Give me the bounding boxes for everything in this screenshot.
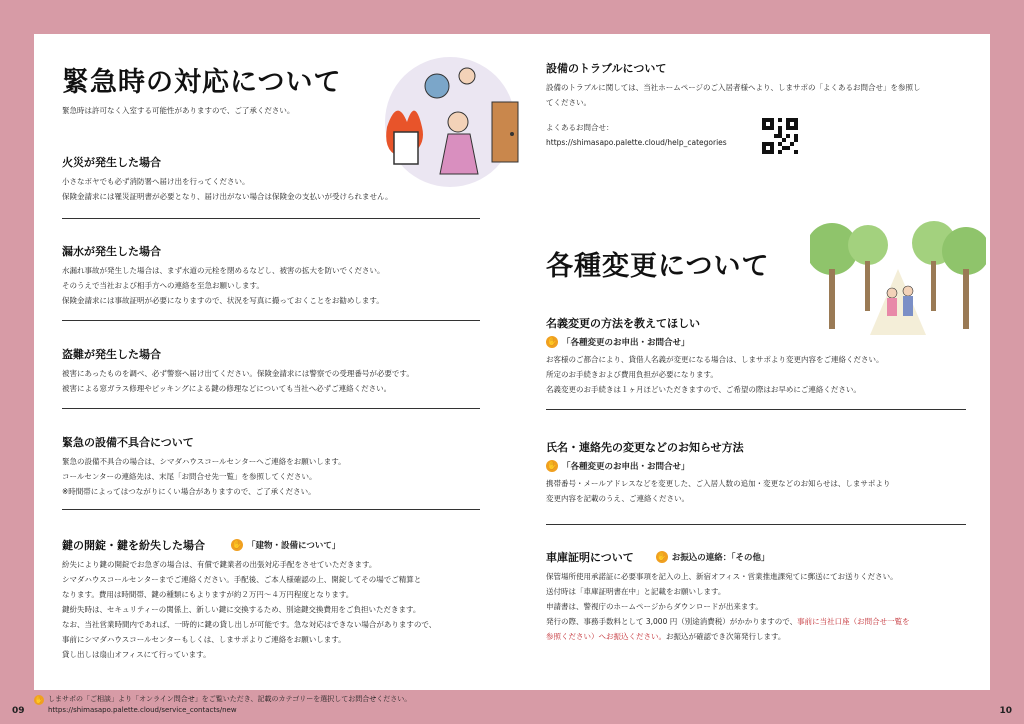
text-line: 鍵紛失時は、セキュリティーの関係上、新しい鍵に交換するため、別途鍵交換費用をご負担いただきます。 (62, 605, 421, 614)
section-text (62, 174, 480, 204)
text-line: コールセンターの連絡先は、末尾「お問合せ先一覧」を参照してください。 (62, 472, 317, 481)
section-title: 鍵の開錠・鍵を紛失した場合 (62, 539, 205, 552)
section-title: 緊急の設備不具合について (62, 436, 194, 449)
document-page (34, 34, 990, 690)
text-line: 携帯番号・メールアドレスなどを変更した、ご入居人数の追加・変更などのお知らせは、しまサポより (546, 479, 891, 488)
text-line: なお、当社営業時間内であれば、一時的に鍵の貸し出しが可能です。急な対応はできない場合がありますので、 (62, 620, 437, 629)
divider (62, 408, 480, 409)
text-line: お客様のご都合により、貸借人名義が変更になる場合は、しまサポより変更内容をご連絡ください。 (546, 355, 884, 364)
section-title: 名義変更の方法を教えてほしい (546, 317, 700, 330)
text-line: 所定のお手続きおよび費用負担が必要になります。 (546, 370, 718, 379)
text-line: 被害による窓ガラス修理やピッキングによる鍵の修理などについても当社へ必ずご連絡ください。 (62, 384, 392, 393)
contact-category (656, 551, 770, 563)
category-label: お振込の連絡：「その他」 (671, 553, 770, 563)
fee-text: 発行の際、事務手数料として 3,000 円（別途消費税）がかかりますので、 (546, 617, 798, 626)
section-text (62, 263, 480, 308)
text-line: 変更内容を記載のうえ、ご連絡ください。 (546, 494, 689, 503)
section-text (546, 569, 966, 644)
text-line: 小さなボヤでも必ず消防署へ届け出を行ってください。 (62, 177, 250, 186)
text-line: 水漏れ事故が発生した場合は、まず水道の元栓を閉めるなどし、被害の拡大を防いでください。 (62, 266, 385, 275)
highlight-text: 参照ください）へお振込ください。 (546, 632, 666, 641)
intro-text: 緊急時は許可なく入室する可能性がありますので、ご了承ください。 (62, 106, 295, 115)
text-line: 緊急の設備不具合の場合は、シマダハウスコールセンターへご連絡をお願いします。 (62, 457, 346, 466)
section-heading: 各種変更について (546, 251, 770, 282)
category-label: 「建物・設備について」 (247, 541, 341, 551)
section-text (62, 366, 480, 396)
page-number-right: 10 (999, 706, 1012, 716)
text-line: 保険金請求には罹災証明書が必要となり、届け出がない場合は保険金の支払いが受けられません。 (62, 192, 393, 201)
faq-link[interactable]: https://shimasapo.palette.cloud/help_categories (546, 138, 727, 147)
page-title: 緊急時の対応について (62, 67, 342, 98)
text-line: 保険金請求には事故証明が必要になりますので、状況を写真に撮っておくことをお勧めします。 (62, 296, 384, 305)
text-line: てください。 (546, 98, 591, 107)
text-line: 貸し出しは扇山オフィスにて行っています。 (62, 650, 211, 659)
divider (62, 320, 480, 321)
footer-text: しまサポの「ご相談」より「オンライン問合せ」をご覧いただき、記載のカテゴリーを選択してお問合せください。 (48, 695, 412, 703)
section-text (62, 557, 480, 662)
category-label: 「各種変更のお申出・お問合せ」 (562, 462, 690, 472)
section-title: 盗難が発生した場合 (62, 348, 161, 361)
section-text (62, 454, 480, 499)
footer-link[interactable]: https://shimasapo.palette.cloud/service_contacts/new (48, 706, 237, 714)
contact-category (546, 336, 966, 348)
section-title: 漏水が発生した場合 (62, 245, 161, 258)
section-title: 氏名・連絡先の変更などのお知らせ方法 (546, 441, 744, 454)
divider (546, 409, 966, 410)
section-title: 車庫証明について (546, 551, 634, 564)
hand-icon: ✋ (547, 461, 557, 470)
category-label: 「各種変更のお申出・お問合せ」 (562, 338, 690, 348)
text-line: 被害にあったものを調べ、必ず警察へ届け出てください。保険金請求には警察での受理番号が必要です。 (62, 369, 414, 378)
text-line: 事前にシマダハウスコールセンターもしくは、しまサポよりご連絡をお願いします。 (62, 635, 346, 644)
issue-text: お振込が確認でき次第発行します。 (666, 632, 786, 641)
divider (62, 218, 480, 219)
footer-note (34, 694, 411, 716)
faq-block (546, 120, 966, 150)
hand-icon: ✋ (656, 552, 667, 561)
section-title: 火災が発生した場合 (62, 156, 161, 169)
contact-category (231, 539, 340, 551)
divider (62, 509, 480, 510)
text-line: ※時間帯によってはつながりにくい場合がありますので、ご了承ください。 (62, 487, 316, 496)
text-line: 紛失により鍵の開錠でお急ぎの場合は、有償で鍵業者の出張対応手配をさせていただきます。 (62, 560, 377, 569)
faq-label: よくあるお問合せ： (546, 123, 614, 132)
section-text (546, 352, 966, 397)
text-line: なります。費用は時間帯、鍵の種類にもよりますが約２万円～４万円程度となります。 (62, 590, 354, 599)
section-text (546, 476, 966, 506)
text-line: 名義変更のお手続きは１ヶ月ほどいただきますので、ご希望の際はお早めにご連絡ください。 (546, 385, 861, 394)
section-title: 設備のトラブルについて (546, 62, 667, 75)
text-line: 申請書は、警視庁のホームページからダウンロードが出来ます。 (546, 602, 763, 611)
section-text (546, 80, 966, 110)
text-line: 設備のトラブルに関しては、当社ホームページのご入居者様へより、しまサポの「よくあるお問合せ」を参照し (546, 83, 921, 92)
hand-icon: ✋ (547, 337, 557, 346)
text-line: 保管場所使用承諾証に必要事項を記入の上、新宿オフィス・営業推進課宛てに郵送にてお送りください。 (546, 572, 898, 581)
text-line (546, 629, 966, 644)
highlight-text: 事前に当社口座（お問合せ一覧を (797, 617, 910, 626)
hand-icon: ✋ (34, 695, 44, 704)
text-line: シマダハウスコールセンターまでご連絡ください。手配後、ご本人様確認の上、開錠してその場でご精算と (62, 575, 422, 584)
divider (546, 524, 966, 525)
hand-icon: ✋ (232, 540, 242, 549)
text-line (546, 614, 966, 629)
qr-code[interactable] (762, 118, 798, 154)
text-line: 送付時は「車庫証明書在中」と記載をお願いします。 (546, 587, 726, 596)
page-number-left: 09 (12, 706, 25, 716)
contact-category (546, 460, 966, 472)
text-line: そのうえで当社および相手方への連絡を至急お願いします。 (62, 281, 264, 290)
